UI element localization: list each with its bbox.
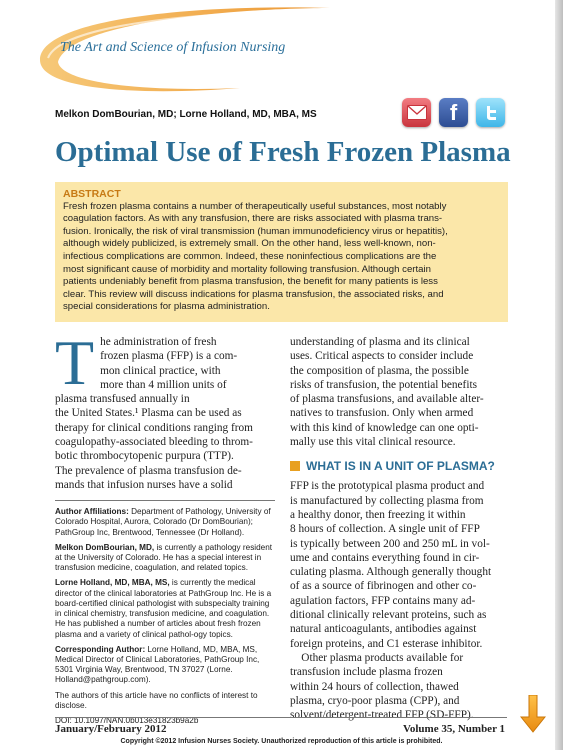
- body-line: the United States.¹ Plasma can be used as: [55, 407, 242, 420]
- affiliation-label: Melkon DomBourian, MD,: [55, 542, 155, 552]
- volume-number: Volume 35, Number 1: [402, 723, 505, 735]
- body-line: therapy for clinical conditions ranging from: [55, 421, 253, 434]
- article-authors: Melkon DomBourian, MD; Lorne Holland, MD, MBA, MS: [55, 109, 317, 120]
- body-line: culating plasma. Although generally thought: [290, 566, 492, 579]
- body-line: ditional clinically relevant proteins, such as: [290, 609, 487, 622]
- body-line: botic thrombocytopenic purpura (TTP).: [55, 450, 234, 463]
- body-line: uses. Critical aspects to consider include: [290, 350, 474, 363]
- body-line: 8 hours of collection. A single unit of FFP: [290, 523, 480, 536]
- divider: [55, 500, 275, 501]
- abstract-line: clear. This review will discuss indications for plasma transfusion, the associated risks, and: [63, 288, 444, 300]
- body-line: FFP is the prototypical plasma product and: [290, 480, 485, 493]
- affiliation-text: The authors of this article have no conflicts of interest to disclose.: [55, 690, 258, 710]
- affiliation-entry: [55, 645, 275, 686]
- affiliation-text: is currently a pathology resident at the University of Colorado. He has a special interest in transfusion medicine, coagulation, and related topics.: [55, 542, 273, 573]
- affiliation-text: is currently the medical director of the clinical laboratories at PathGroup Inc. He is a board-certified clinical pathologist with subspecialty training in clinical chemistry, transfusion medicine, and coagulation. He has published a number of articles about fresh frozen plasma and a variety of clinical pathol-ogy topics.: [55, 578, 272, 639]
- journal-title: The Art and Science of Infusion Nursing: [60, 40, 286, 55]
- body-line: plasma transfused annually in: [55, 393, 190, 406]
- abstract-box: [55, 182, 508, 322]
- body-line: foreign proteins, and C1 esterase inhibitor.: [290, 637, 483, 650]
- body-line: plasma, cryo-poor plasma (CPP), and: [290, 694, 460, 707]
- section-marker-icon: [290, 461, 300, 471]
- affiliation-text: Department of Pathology, University of Colorado Hospital, Aurora, Colorado (Dr DomBourian); PathGroup Inc, Brentwood, Tennessee (Dr Holland).: [55, 507, 271, 537]
- twitter-icon: [481, 103, 501, 123]
- body-line: of as a source of fibrinogen and other co-: [290, 580, 477, 593]
- share-buttons: [402, 98, 505, 127]
- issue-date: January/February 2012: [55, 723, 167, 735]
- abstract-line: special considerations for plasma administration.: [63, 301, 270, 313]
- drop-cap: T: [55, 327, 95, 398]
- article-title: Optimal Use of Fresh Frozen Plasma: [55, 136, 511, 168]
- body-line: coagulopathy-associated bleeding to throm-: [55, 436, 253, 449]
- email-share-button[interactable]: [402, 98, 431, 127]
- affiliation-entry: [55, 578, 275, 639]
- body-line: understanding of plasma and its clinical: [290, 336, 470, 348]
- footer-divider: [55, 717, 507, 718]
- affiliation-label: Corresponding Author:: [55, 644, 146, 654]
- body-line: solvent/detergent-treated FFP (SD-FFP).: [290, 709, 474, 722]
- left-column: [55, 327, 275, 731]
- body-line: natural anticoagulants, antibodies against: [290, 623, 477, 636]
- affiliation-label: Lorne Holland, MD, MBA, MS,: [55, 578, 170, 588]
- abstract-line: Fresh frozen plasma contains a number of therapeutically useful substances, most notably: [63, 200, 447, 212]
- intro-continued: [290, 335, 512, 449]
- body-line: natives to transfusion. Only when armed: [290, 407, 474, 420]
- body-line: of plasma transfusions, and available alter-: [290, 393, 484, 406]
- section-heading-text: WHAT IS IN A UNIT OF PLASMA?: [306, 459, 495, 474]
- page-edge: [555, 0, 563, 750]
- abstract-line: patients undeniably benefit from plasma transfusion, the benefit for many patients is less: [63, 276, 438, 288]
- body-line: ume and contains everything found in cir-: [290, 551, 480, 564]
- body-line: mon clinical practice, with: [100, 364, 221, 377]
- intro-paragraph: [55, 327, 275, 492]
- facebook-share-button[interactable]: [439, 98, 468, 127]
- facebook-icon: f: [449, 99, 458, 125]
- copyright-notice: Copyright ©2012 Infusion Nurses Society. Unauthorized reproduction of this article is prohibited.: [120, 738, 443, 745]
- abstract-line: infectious complications are common. Indeed, these noninfectious complications are the: [63, 250, 437, 262]
- affiliation-entry: [55, 543, 275, 574]
- abstract-line: most significant cause of morbidity and mortality following transfusion. Although certain: [63, 263, 431, 275]
- affiliation-text: Lorne Holland, MD, MBA, MS, Medical Director of Clinical Laboratories, PathGroup Inc, 5301 Virginia Way, Brentwood, TN 37027 (Lorne. Holland@pathgroup.com).: [55, 644, 260, 685]
- body-line: risks of transfusion, the potential benefits: [290, 378, 477, 391]
- body-line: mands that infusion nurses have a solid: [55, 478, 233, 491]
- body-line: he administration of fresh: [100, 336, 217, 348]
- body-line: agulation factors, FFP contains many ad-: [290, 594, 476, 607]
- body-line: frozen plasma (FFP) is a com-: [100, 350, 238, 363]
- body-line: a healthy donor, then freezing it within: [290, 508, 466, 521]
- section-heading: [290, 459, 512, 473]
- body-line: transfusion include plasma frozen: [290, 666, 443, 679]
- abstract-line: fusion. Ironically, the risk of viral transmission (human immunodeficiency virus or hepatitis),: [63, 225, 448, 237]
- body-line: The prevalence of plasma transfusion de-: [55, 464, 242, 477]
- body-line: is typically between 200 and 250 mL in vol-: [290, 537, 490, 550]
- abstract-line: although widely publicized, is extremely small. On the other hand, less well-known, non-: [63, 238, 436, 250]
- body-line: within 24 hours of collection, thawed: [290, 680, 459, 693]
- body-line: with this kind of knowledge can one opti-: [290, 421, 479, 434]
- affiliation-entry: [55, 691, 275, 711]
- body-line: the composition of plasma, the possible: [290, 364, 469, 377]
- affiliation-entry: [55, 507, 275, 538]
- scroll-down-arrow-icon[interactable]: [520, 695, 546, 733]
- abstract-line: coagulation factors. As with any transfusion, there are risks associated with plasma trans-: [63, 213, 443, 225]
- abstract-text: [63, 201, 500, 314]
- doi-text: DOI: 10.1097/NAN.0b013e31823b9a2b: [55, 715, 199, 725]
- right-column: [290, 335, 512, 722]
- mail-icon: [407, 105, 427, 120]
- section-paragraph: [290, 479, 512, 722]
- body-line: is manufactured by collecting plasma from: [290, 494, 484, 507]
- author-affiliations: [55, 507, 275, 726]
- abstract-heading: ABSTRACT: [63, 188, 121, 200]
- body-line: Other plasma products available for: [290, 651, 464, 664]
- twitter-share-button[interactable]: [476, 98, 505, 127]
- affiliation-label: Author Affiliations:: [55, 507, 129, 517]
- body-line: mally use this vital clinical resource.: [290, 436, 456, 449]
- body-line: more than 4 million units of: [100, 378, 227, 391]
